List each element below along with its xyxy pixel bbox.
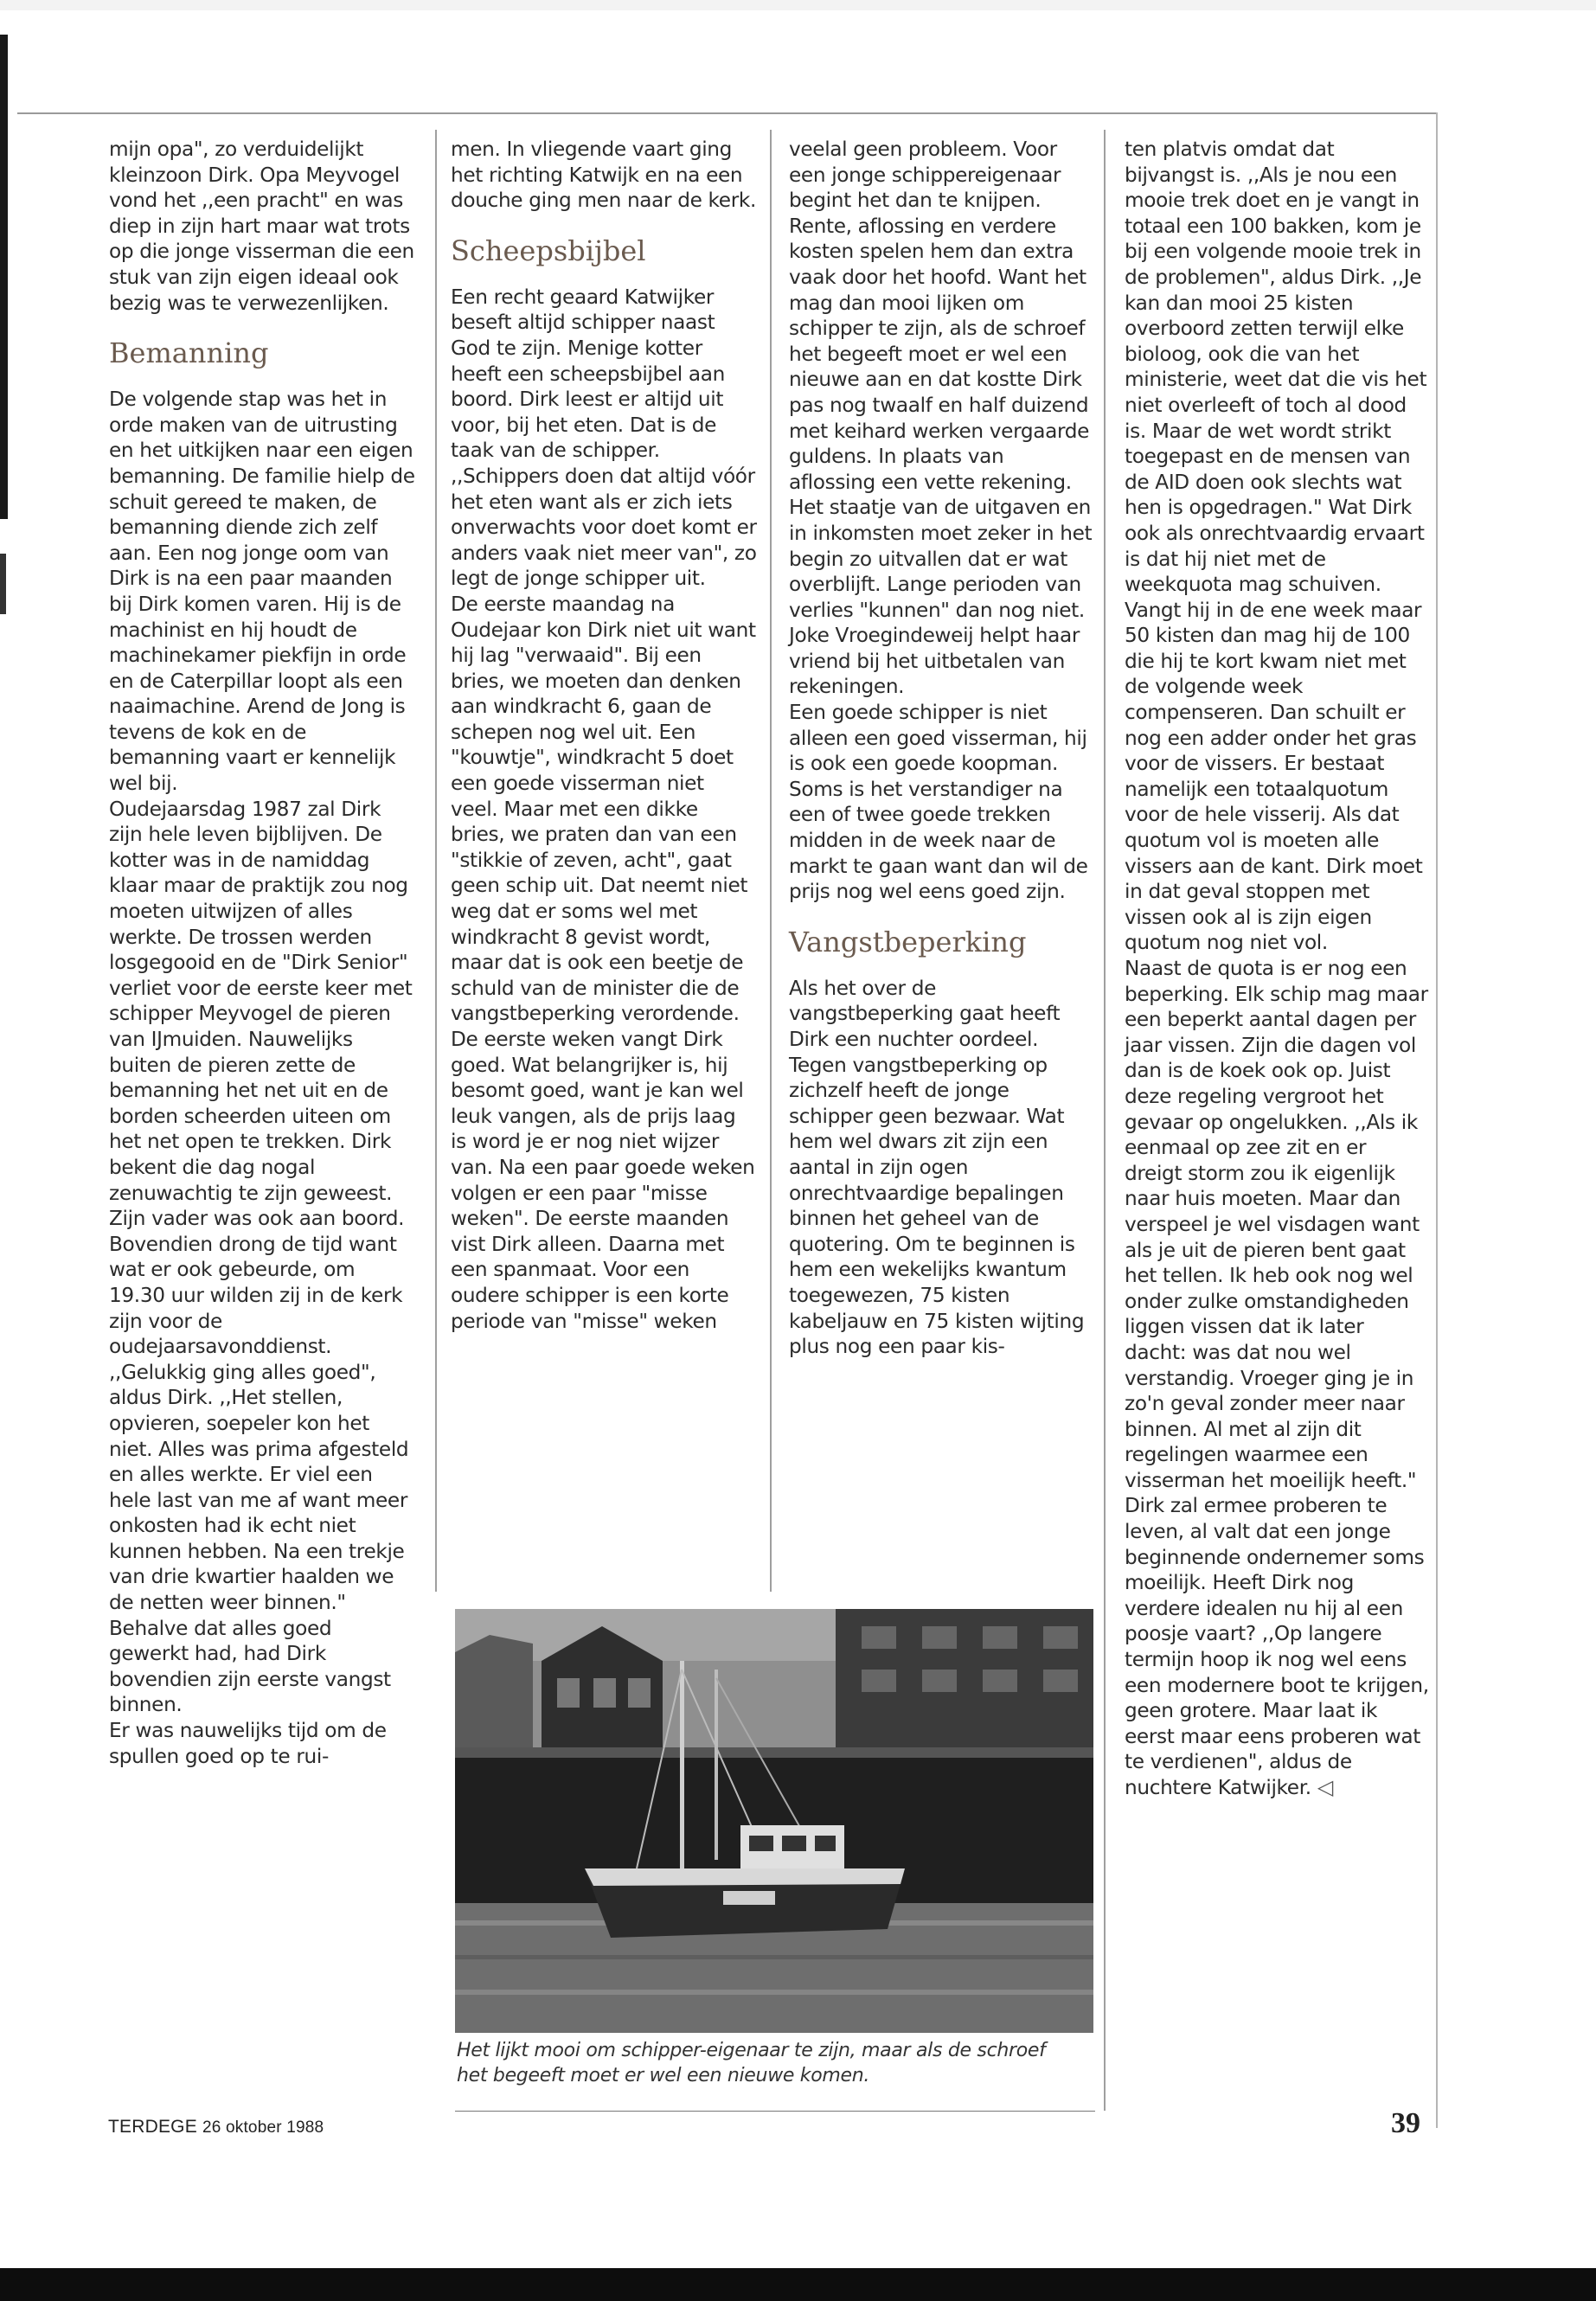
- paragraph: De eerste weken vangt Dirk goed. Wat belangrijker is, hij besomt goed, want je kan wel leuk vangen, als de prijs laag is word je er nog niet wijzer van. Na een paar goede weken volgen er een paar "misse weken". De eerste maanden vist Dirk alleen. Daarna met een spanmaat. Voor een oudere schipper is een korte periode van "misse" weken: [451, 1028, 755, 1333]
- photo-caption: Het lijkt mooi om schipper-eigenaar te zijn, maar als de schroef het begeeft moet er wel een nieuwe komen.: [457, 2040, 1046, 2086]
- paragraph: Een goede schipper is niet alleen een goed visserman, hij is ook een goede koopman. Soms is het verstandiger na een of twee goede trekken midden in de week naar de markt te gaan want dan wil de prijs nog wel eens goed zijn.: [789, 701, 1088, 904]
- scan-edge-left-mark: [0, 554, 6, 614]
- heading-scheepsbijbel: Scheepsbijbel: [451, 234, 646, 267]
- caption-rule: [455, 2111, 1095, 2112]
- issue-date: 26 oktober 1988: [202, 2118, 324, 2137]
- paragraph: De volgende stap was het in orde maken van de uitrusting en het uitkijken naar een eigen bemanning. De familie hielp de schuit gereed te maken, de bemanning diende zich zelf aan. Een nog jonge oom van Dirk is na een paar maanden bij Dirk komen varen. Hij is de machinist en hij houdt de machinekamer piekfijn in orde en de Caterpillar loopt als een naaimachine. Arend de Jong is tevens de kok en de bemanning vaart er kennelijk wel bij.: [109, 388, 415, 796]
- column-rule-3: [1104, 130, 1106, 2111]
- article-column-2: [451, 137, 757, 1334]
- page-number: 39: [1391, 2107, 1420, 2139]
- scan-edge-top: [0, 0, 1596, 10]
- paragraph: Een recht geaard Katwijker beseft altijd schipper naast God te zijn. Menige kotter heeft een scheepsbijbel aan boord. Dirk leest er altijd uit voor, bij het eten. Dat is de taak van de schipper.: [451, 285, 725, 463]
- paragraph: Als het over de vangstbeperking gaat heeft Dirk een nuchter oordeel. Tegen vangstbeperking op zichzelf heeft de jonge schipper geen bezwaar. Wat hem wel dwars zit zijn een aantal in zijn ogen onrechtvaardige bepalingen binnen het geheel van de quotering. Om te beginnen is hem een wekelijks kwantum toegewezen, 75 kisten kabeljauw en 75 kisten wijting plus nog een paar kis-: [789, 976, 1085, 1359]
- article-column-4: [1125, 137, 1429, 1801]
- magazine-name: TERDEGE: [108, 2117, 197, 2137]
- scan-edge-bottom: [0, 2268, 1596, 2301]
- article-column-1: [109, 137, 415, 1769]
- page-frame-right: [1436, 112, 1438, 2128]
- harbor-boat-illustration: [455, 1609, 1093, 2033]
- scan-edge-left: [0, 35, 8, 519]
- end-mark-icon: ◁: [1317, 1775, 1333, 1799]
- article-column-3: [789, 137, 1093, 1360]
- paragraph: [1125, 956, 1429, 1801]
- column-rule-2: [770, 130, 772, 1592]
- column-rule-1: [435, 130, 437, 1592]
- fishing-boat-photo: [455, 1609, 1093, 2033]
- column-4-lead: ten platvis omdat dat bijvangst is. ,,Als je nou een mooie trek doet en je vangt in totaal een 100 bakken, kom je bij een volgende mooie trek in de problemen", aldus Dirk. ,,Je kan dan mooi 25 kisten overboord zetten terwijl elke bioloog, ook die van het ministerie, weet dat die vis het niet overleeft of toch al dood is. Maar de wet wordt strikt toegepast en de mensen van de AID doen ook slechts wat hen is opgedragen." Wat Dirk ook als onrechtvaardig ervaart is dat hij niet met de weekquota mag schuiven. Vangt hij in de ene week maar 50 kisten dan mag hij de 100 die hij te kort kwam niet met de volgende week compenseren. Dan schuilt er nog een adder onder het gras voor de vissers. Er bestaat namelijk een totaalquotum voor de hele visserij. Als dat quotum vol is moeten alle vissers aan de kant. Dirk moet in dat geval stoppen met vissen ook al is zijn eigen quotum nog niet vol.: [1125, 138, 1427, 955]
- footer-publication: [108, 2117, 324, 2138]
- column-2-lead: men. In vliegende vaart ging het richting Katwijk en na een douche ging men naar de kerk.: [451, 138, 756, 213]
- paragraph: Oudejaarsdag 1987 zal Dirk zijn hele leven bijblijven. De kotter was in de namiddag klaar maar de praktijk zou nog moeten uitwijzen of alles werkte. De trossen werden losgegooid en de "Dirk Senior" verliet voor de eerste keer met schipper Meyvogel de pieren van IJmuiden. Nauwelijks buiten de pieren zette de bemanning het net uit en de borden scheerden uiteen om het net open te trekken. Dirk bekent die dag nogal zenuwachtig te zijn geweest. Zijn vader was ook aan boord. Bovendien drong de tijd want wat er ook gebeurde, om 19.30 uur wilden zij in de kerk zijn voor de oudejaarsavonddienst.: [109, 797, 413, 1359]
- column-3-lead: veelal geen probleem. Voor een jonge schippereigenaar begint het dan te knijpen. Rente, aflossing en verdere kosten spelen hem dan extra vaak door het hoofd. Want het mag dan mooi lijken om schipper te zijn, als de schroef het begeeft moet er wel een nieuwe aan en dat kostte Dirk pas nog twaalf en half duizend met keihard werken vergaarde guldens. In plaats van aflossing een vette rekening. Het staatje van de uitgaven en in inkomsten moet zeker in het begin zo uitvallen dat er wat overblijft. Lange perioden van verlies "kunnen" dan nog niet. Joke Vroegindeweij helpt haar vriend bij het uitbetalen van rekeningen.: [789, 138, 1093, 699]
- heading-bemanning: Bemanning: [109, 336, 269, 370]
- page-frame-top: [17, 112, 1436, 114]
- column-1-lead: mijn opa", zo verduidelijkt kleinzoon Dirk. Opa Meyvogel vond het ,,een pracht" en was diep in zijn hart maar wat trots op die jonge visserman die een stuk van zijn eigen ideaal ook bezig was te verwezenlijken.: [109, 138, 414, 315]
- heading-vangstbeperking: Vangstbeperking: [789, 925, 1027, 958]
- paragraph: ,,Gelukkig ging alles goed", aldus Dirk. ,,Het stellen, opvieren, soepeler kon het niet. Alles was prima afgesteld en alles werkte. Er viel een hele last van me af want meer onkosten had ik echt niet kunnen hebben. Na een trekje van drie kwartier haalden we de netten weer binnen." Behalve dat alles goed gewerkt had, had Dirk bovendien zijn eerste vangst binnen.: [109, 1360, 409, 1717]
- paragraph: Er was nauwelijks tijd om de spullen goed op te rui-: [109, 1719, 387, 1768]
- paragraph: De eerste maandag na Oudejaar kon Dirk niet uit want hij lag "verwaaid". Bij een bries, we moeten dan denken aan windkracht 6, gaan de schepen nog wel uit. Een "kouwtje", windkracht 5 doet een goede visserman niet veel. Maar met een dikke bries, we praten dan van een "stikkie of zeven, acht", gaat geen schip uit. Dat neemt niet weg dat er soms wel met windkracht 8 gevist wordt, maar dat is ook een beetje de schuld van de minister die de vangstbeperking verordende.: [451, 592, 756, 1026]
- paragraph: ,,Schippers doen dat altijd vóór het eten want als er zich iets onverwachts voor doet komt er anders vaak niet meer van", zo legt de jonge schipper uit.: [451, 464, 757, 591]
- paragraph-text: Naast de quota is er nog een beperking. Elk schip mag maar een beperkt aantal dagen per jaar vissen. Zijn die dagen vol dan is de koek ook op. Juist deze regeling vergroot het gevaar op ongelukken. ,,Als ik eenmaal op zee zit en er dreigt storm zou ik eigenlijk naar huis moeten. Maar dan verspeel je wel visdagen want als je uit de pieren bent gaat het tellen. Ik heb ook nog wel onder zulke omstandigheden liggen vissen dat ik later dacht: was dat nou wel verstandig. Vroeger ging je in zo'n geval zonder meer naar binnen. Al met al zijn dit regelingen waarmee een visserman het moeilijk heeft." Dirk zal ermee proberen te leven, al valt dat een jonge beginnende ondernemer soms moeilijk. Heeft Dirk nog verdere idealen nu hij al een poosje vaart? ,,Op langere termijn hoop ik nog wel eens een modernere boot te krijgen, geen grotere. Maar laat ik eerst maar eens proberen wat te verdienen", aldus de nuchtere Katwijker.: [1125, 957, 1429, 1799]
